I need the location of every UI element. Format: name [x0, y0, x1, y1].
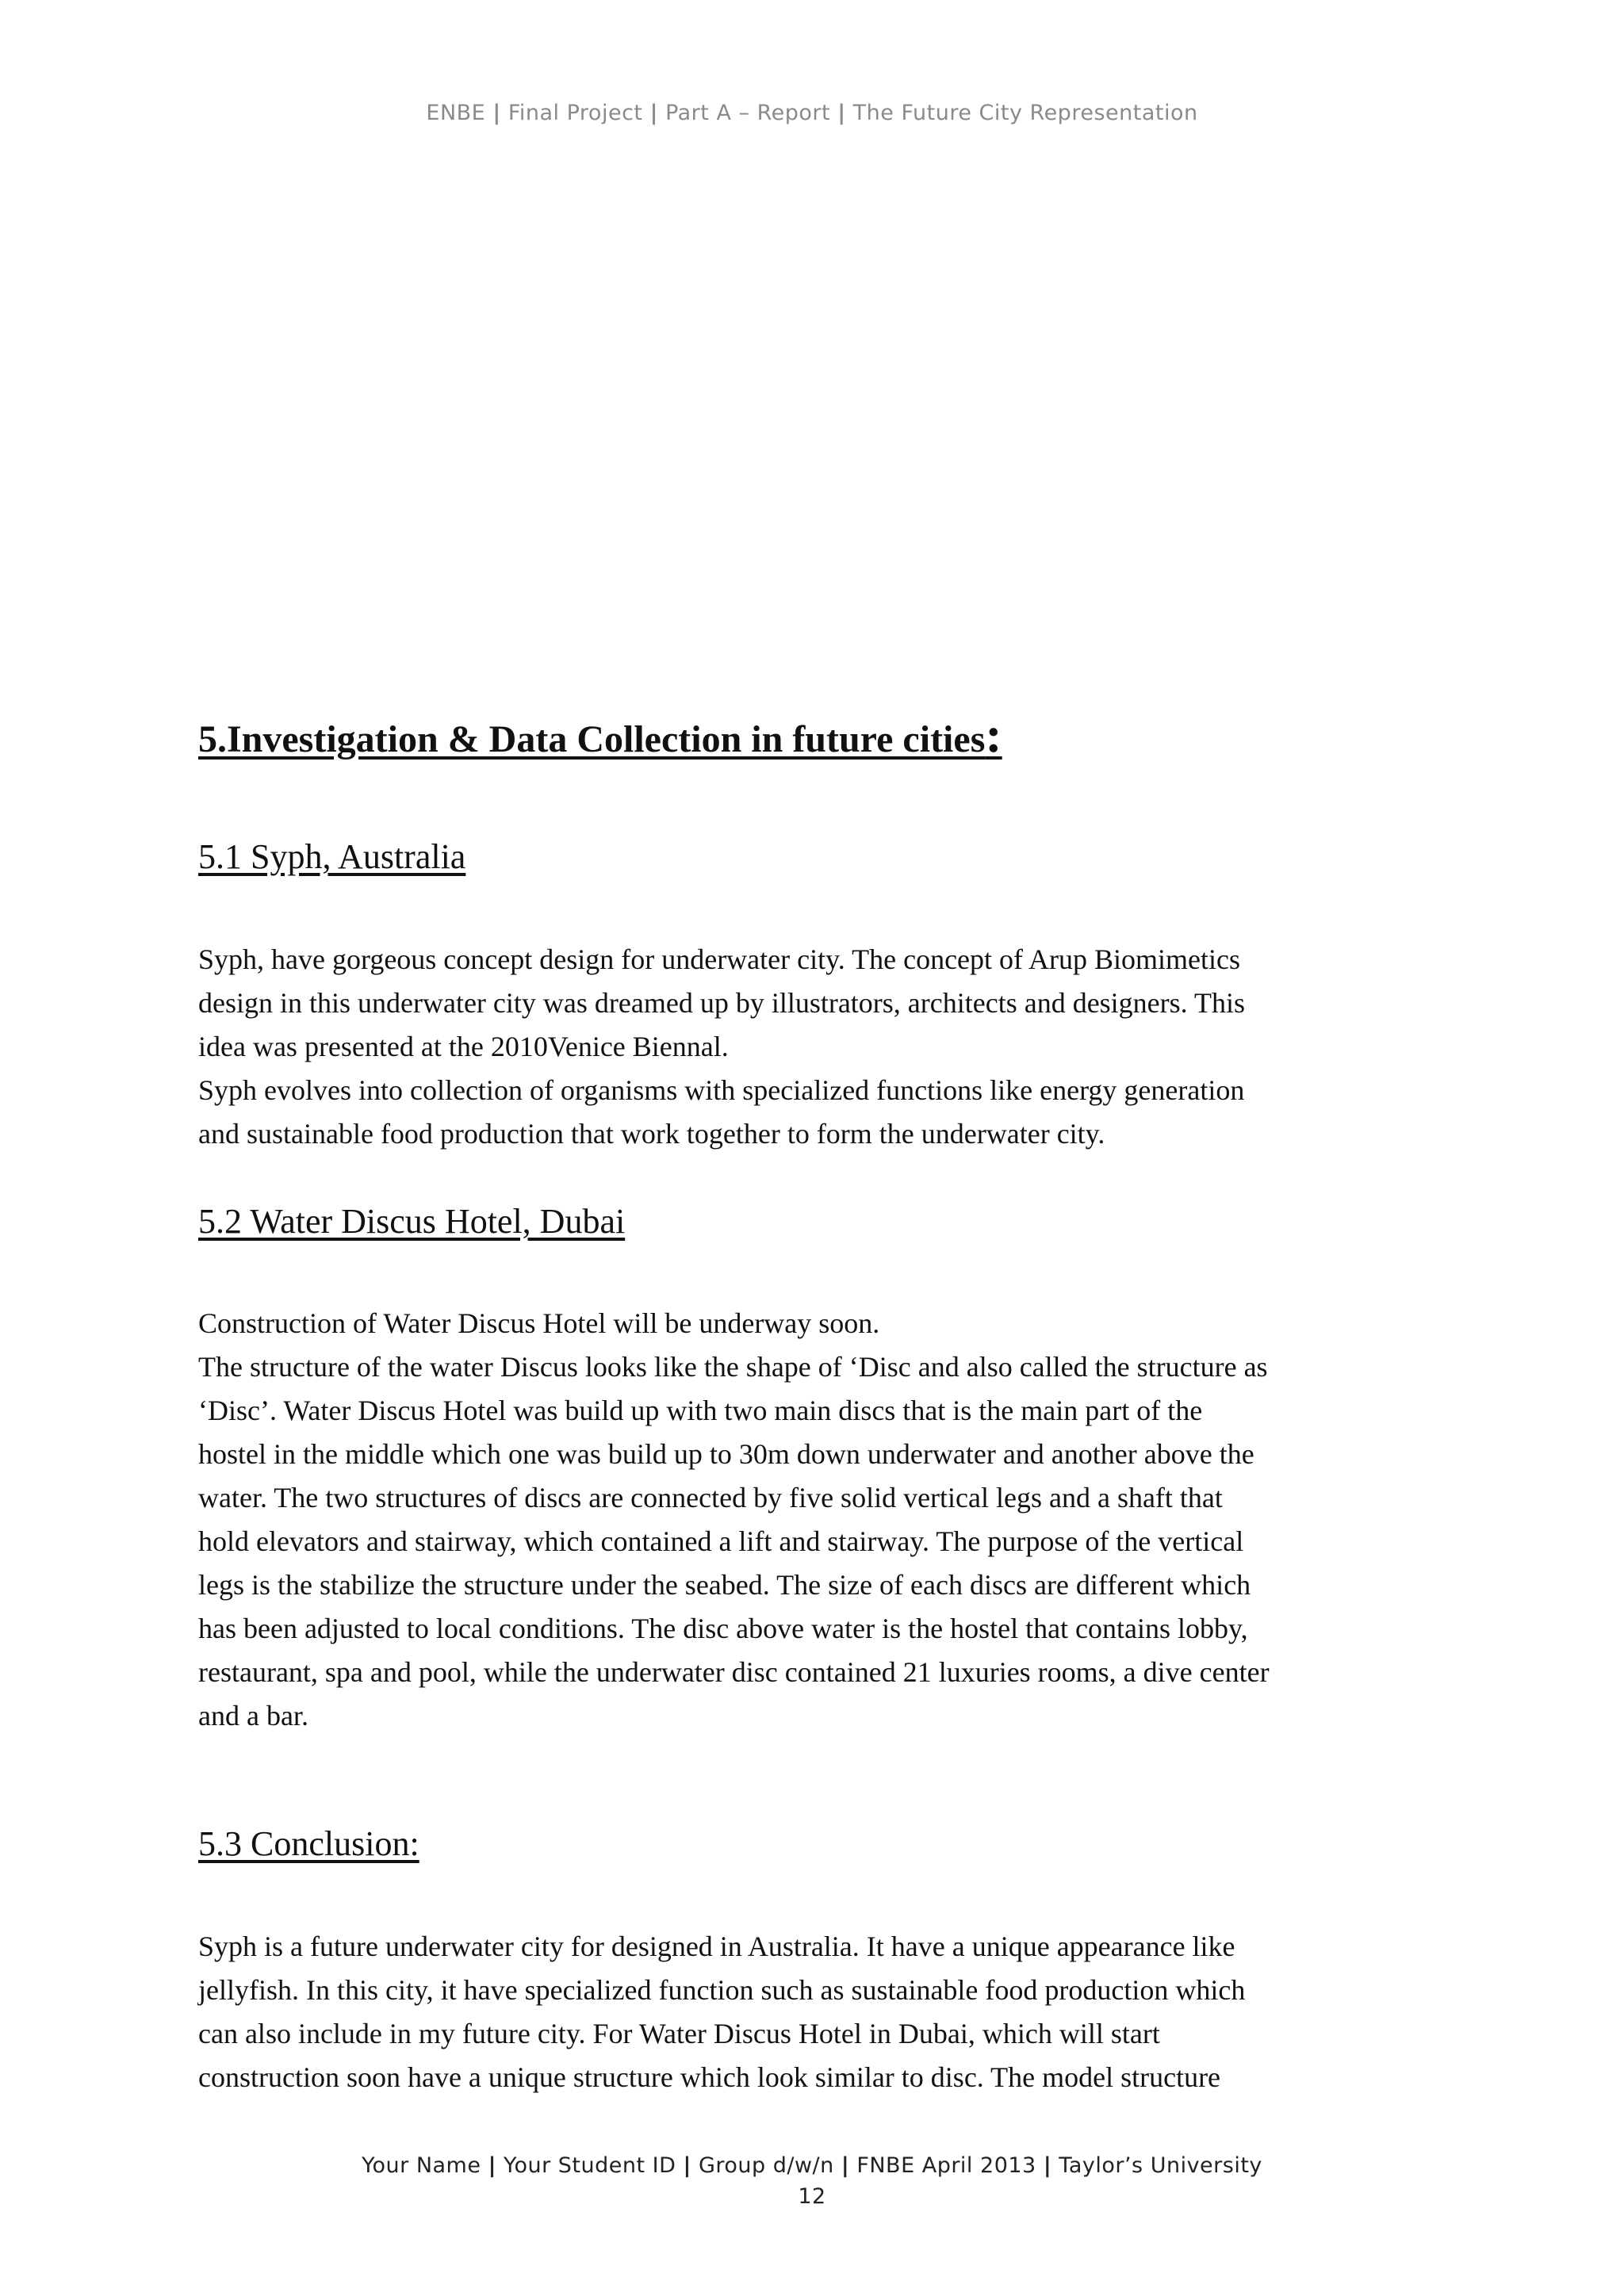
paragraph-line: jellyfish. In this city, it have specialized function such as sustainable food production which: [198, 1974, 1246, 2006]
footer-separator: |: [1043, 2153, 1052, 2178]
section-heading: [198, 706, 1002, 763]
conclusion-paragraph: [198, 1925, 1435, 2099]
footer-intake: FNBE April 2013: [856, 2153, 1036, 2178]
section-heading-text: 5.Investigation & Data Collection in future cities: [198, 718, 986, 760]
running-header: [0, 101, 1624, 125]
footer-separator: |: [683, 2153, 691, 2178]
paragraph-line: The structure of the water Discus looks like the shape of ‘Disc and also called the structure as: [198, 1351, 1268, 1383]
header-separator: |: [649, 101, 658, 125]
footer-name: Your Name: [362, 2153, 481, 2178]
section-heading-colon: :: [985, 706, 1002, 763]
header-separator: |: [492, 101, 501, 125]
paragraph-line: has been adjusted to local conditions. The disc above water is the hostel that contains lobby,: [198, 1613, 1248, 1644]
footer-separator: |: [488, 2153, 496, 2178]
running-footer: [0, 2153, 1624, 2178]
paragraph-line: water. The two structures of discs are connected by five solid vertical legs and a shaft that: [198, 1482, 1223, 1513]
paragraph-line: restaurant, spa and pool, while the underwater disc contained 21 luxuries rooms, a dive center: [198, 1656, 1270, 1688]
paragraph-line: design in this underwater city was dreamed up by illustrators, architects and designers. This: [198, 987, 1246, 1019]
header-separator: |: [837, 101, 846, 125]
page-number: 12: [798, 2184, 826, 2209]
syph-paragraph: [198, 938, 1435, 1156]
footer-group: Group d/w/n: [698, 2153, 834, 2178]
paragraph-line: can also include in my future city. For Water Discus Hotel in Dubai, which will start: [198, 2018, 1160, 2049]
paragraph-line: Construction of Water Discus Hotel will be underway soon.: [198, 1307, 880, 1339]
paragraph-line: idea was presented at the 2010Venice Biennal.: [198, 1031, 729, 1062]
header-part: Part A – Report: [665, 101, 831, 125]
subsection-heading-conclusion: 5.3 Conclusion:: [198, 1824, 419, 1863]
footer-student-id: Your Student ID: [504, 2153, 676, 2178]
footer-separator: |: [841, 2153, 850, 2178]
paragraph-line: hostel in the middle which one was build up to 30m down underwater and another above the: [198, 1438, 1254, 1470]
subsection-heading-discus: 5.2 Water Discus Hotel, Dubai: [198, 1202, 626, 1241]
paragraph-line: construction soon have a unique structure which look similar to disc. The model structure: [198, 2061, 1221, 2093]
paragraph-line: hold elevators and stairway, which contained a lift and stairway. The purpose of the vertical: [198, 1525, 1244, 1557]
paragraph-line: and sustainable food production that work together to form the underwater city.: [198, 1118, 1105, 1150]
paragraph-line: and a bar.: [198, 1700, 308, 1732]
header-course: ENBE: [426, 101, 486, 125]
paragraph-line: Syph is a future underwater city for designed in Australia. It have a unique appearance like: [198, 1931, 1235, 1962]
paragraph-line: ‘Disc’. Water Discus Hotel was build up with two main discs that is the main part of the: [198, 1395, 1203, 1426]
subsection-heading-syph: 5.1 Syph, Australia: [198, 837, 466, 876]
header-project: Final Project: [508, 101, 643, 125]
paragraph-line: Syph evolves into collection of organisms with specialized functions like energy generation: [198, 1074, 1245, 1106]
discus-paragraph: [198, 1302, 1435, 1738]
footer-university: Taylor’s University: [1059, 2153, 1262, 2178]
header-topic: The Future City Representation: [852, 101, 1198, 125]
paragraph-line: legs is the stabilize the structure under the seabed. The size of each discs are different which: [198, 1569, 1251, 1601]
paragraph-line: Syph, have gorgeous concept design for underwater city. The concept of Arup Biomimetics: [198, 943, 1240, 975]
